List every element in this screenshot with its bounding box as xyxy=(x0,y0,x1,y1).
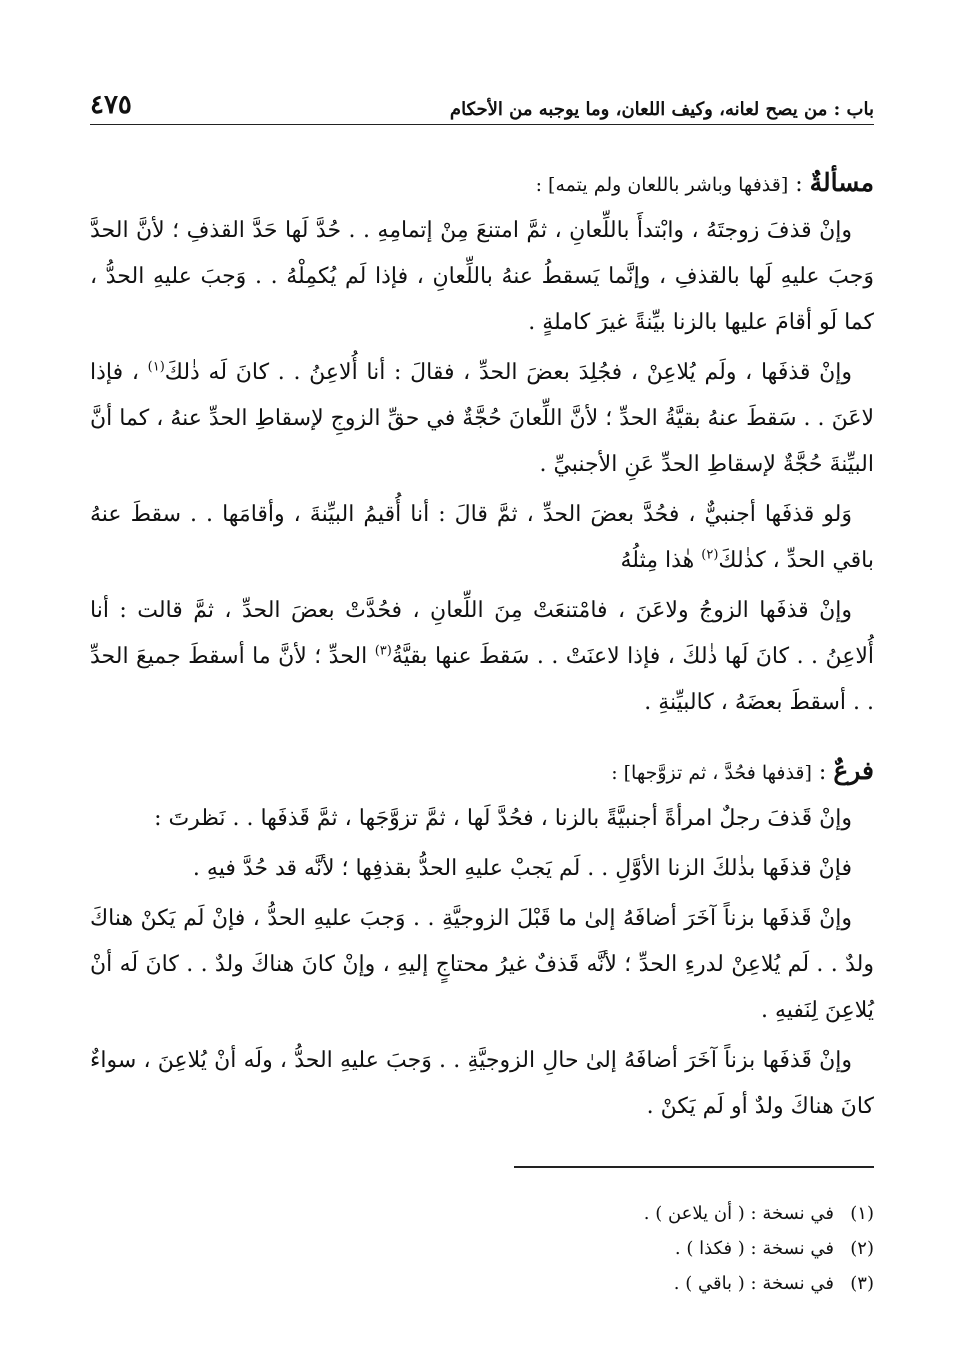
paragraph: وإنْ قذفَ زوجتَهُ ، وابْتدأَ باللِّعانِ ، ثمَّ امتنعَ مِنْ إتمامِهِ . . حُدَّ لَها حَدَّ القذفِ ؛ لأنَّ الحدَّ وَجبَ عليهِ لَها بالقذفِ ، وإنَّما يَسقطُ عنهُ باللِّعانِ ، فإذا لَم يُكمِلْهُ . . وَجبَ عليهِ الحدُّ ، كما لَو أقامَ عليها بالزنا بيِّنةً غيرَ كاملةٍ . xyxy=(90,218,874,335)
footnote-ref-2[interactable]: (٢) xyxy=(701,547,719,563)
paragraph xyxy=(90,588,874,726)
paragraph-text: هٰذا مِثلُهُ xyxy=(620,548,702,573)
section-topic: [قذفها فحُدَّ ، ثم تزوَّجها] : xyxy=(611,762,812,784)
footnote-divider xyxy=(514,1166,874,1168)
heading-colon: : xyxy=(788,172,810,197)
section-keyword: فرعٌ xyxy=(833,756,874,785)
footnote-text: في نسخة : ( باقي ) . xyxy=(673,1273,834,1294)
section-heading-far xyxy=(90,748,874,796)
section-topic: [قذفها وباشر باللعان ولم يتمه] : xyxy=(535,174,789,196)
page-number: ٤٧٥ xyxy=(90,90,132,120)
running-title: باب : من يصح لعانه، وكيف اللعان، وما يوجبه من الأحكام xyxy=(449,99,874,120)
paragraph xyxy=(90,492,874,584)
paragraph xyxy=(90,350,874,488)
section-gap xyxy=(90,730,874,748)
heading-colon: : xyxy=(811,760,834,785)
footnote-item xyxy=(474,1231,874,1266)
section-heading-masala xyxy=(90,160,874,208)
main-text xyxy=(90,160,874,1134)
paragraph-text: وإنْ قذفَها الزوجُ ولاعَنَ ، فامْتنعَتْ مِنَ اللِّعانِ ، فحُدَّتْ بعضَ الحدِّ ، ثمَّ قالت : أنا أُلاعِنُ . . كانَ لَها ذٰلكَ ، فإذا لاعنَتْ . . سَقطَ عنها بقيَّةُ xyxy=(90,598,874,669)
paragraph: فإنْ قذفَها بذٰلكَ الزنا الأوَّلِ . . لَم يَجبْ عليهِ الحدُّ بقذفِها ؛ لأنَّه قد حُدَّ فيهِ . xyxy=(192,856,852,881)
footnote-text: في نسخة : ( فكذا ) . xyxy=(674,1238,834,1259)
paragraph-text: ، فإذا لاعَنَ . . سَقطَ عنهُ بقيَّةُ الحدِّ ؛ لأنَّ اللِّعانَ حُجَّةٌ في حقِّ الزوجِ لإسقاطِ الحدِّ عنهُ ، كما أنَّ البيِّنةَ حُجَّةٌ لإسقاطِ الحدِّ عَنِ الأجنبيِّ . xyxy=(90,360,874,477)
paragraph-text: وإنْ قذفَها ، ولَم يُلاعِنْ ، فجُلِدَ بعضَ الحدِّ ، فقالَ : أنا أُلاعِنُ . . كانَ لَه ذٰلكَ xyxy=(164,360,853,385)
paragraph-text: وَلو قذفَها أجنبيٌّ ، فحُدَّ بعضَ الحدِّ ، ثمَّ قالَ : أنا أُقيمُ البيِّنةَ ، وأقامَها . . سقطَ عنهُ باقي الحدِّ ، كذٰلكَ xyxy=(90,502,874,573)
paragraph: وإنْ قَذفَها بزناً آخَرَ أضافَهُ إلىٰ حالِ الزوجيَّةِ . . وَجبَ عليهِ الحدُّ ، ولَه أنْ يُلاعِنَ ، سواءٌ كانَ هناكَ ولدٌ أو لَم يَكنْ . xyxy=(90,1048,874,1119)
footnote-ref-1[interactable]: (١) xyxy=(147,359,165,375)
footnote-number: (١) xyxy=(850,1203,874,1224)
paragraph: وإنْ قَذفَها بزناً آخَرَ أضافَهُ إلىٰ ما قَبْلَ الزوجيَّةِ . . وَجبَ عليهِ الحدُّ ، فإنْ لَم يَكنْ هناكَ ولدٌ . . لَم يُلاعِنْ لدرءِ الحدِّ ؛ لأنَّه قَذفٌ غيرُ محتاجٍ إليهِ ، وإنْ كانَ هناكَ ولدٌ . . كانَ لَه أنْ يُلاعِنَ لِنَفيهِ . xyxy=(90,906,874,1023)
footnote-text: في نسخة : ( أن يلاعن ) . xyxy=(643,1203,834,1224)
footnote-ref-3[interactable]: (٣) xyxy=(374,643,392,659)
footnote-item xyxy=(474,1196,874,1231)
footnote-item xyxy=(474,1266,874,1301)
page-header xyxy=(90,84,874,125)
footnote-number: (٣) xyxy=(850,1273,874,1294)
paragraph: وإنْ قَذفَ رجلٌ امرأةً أجنبيَّةً بالزنا ، فحُدَّ لَها ، ثمَّ تزوَّجَها ، ثمَّ قَذفَها . . نَظرتَ : xyxy=(154,806,852,831)
footnotes xyxy=(474,1196,874,1301)
section-keyword: مسألةٌ xyxy=(809,168,874,197)
footnote-number: (٢) xyxy=(850,1238,874,1259)
paragraph-text: الحدِّ ؛ لأنَّ ما أسقطَ جميعَ الحدِّ . . أسقطَ بعضَهُ ، كالبيِّنةِ . xyxy=(90,644,874,715)
